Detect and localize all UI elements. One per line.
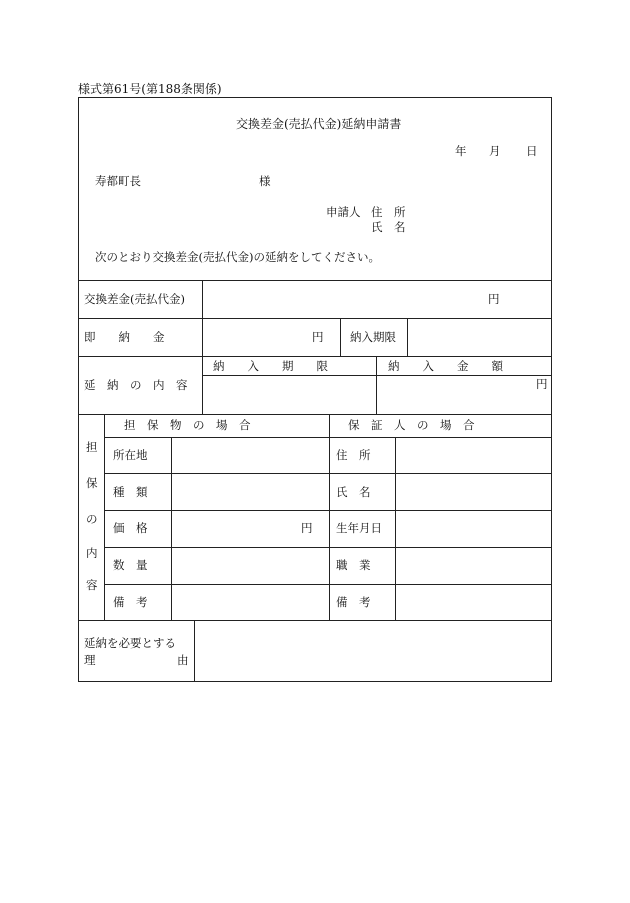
addressee-name: 寿都町長 bbox=[95, 174, 141, 188]
guarantor-address-label: 住 所 bbox=[336, 448, 371, 462]
collateral-side-char: 容 bbox=[86, 578, 98, 592]
divider-line bbox=[194, 620, 195, 682]
amount-label: 交換差金(売払代金) bbox=[84, 292, 185, 306]
deferred-contents-label: 延 納 の 内 容 bbox=[84, 378, 188, 392]
date-month-label: 月 bbox=[489, 144, 501, 158]
guarantor-occupation-label: 職 業 bbox=[336, 558, 371, 572]
applicant-name-label: 氏 名 bbox=[371, 220, 406, 234]
security-quantity-label: 数 量 bbox=[113, 558, 148, 572]
deferred-yen-unit: 円 bbox=[536, 377, 548, 391]
security-price-yen-unit: 円 bbox=[301, 521, 313, 535]
collateral-side-char: の bbox=[86, 512, 98, 526]
reason-label-line1: 延納を必要とする bbox=[84, 636, 176, 650]
security-header: 担 保 物 の 場 合 bbox=[124, 418, 251, 432]
divider-line bbox=[376, 356, 377, 414]
intro-text: 次のとおり交換差金(売払代金)の延納をしてください。 bbox=[95, 250, 380, 264]
addressee-honorific: 様 bbox=[259, 174, 271, 188]
divider-line bbox=[340, 318, 341, 356]
divider-line bbox=[78, 620, 552, 621]
security-price-label: 価 格 bbox=[113, 521, 148, 535]
collateral-side-char: 保 bbox=[86, 476, 98, 490]
payment-amount-header: 納 入 金 額 bbox=[388, 359, 503, 373]
divider-line bbox=[171, 437, 172, 620]
form-number: 様式第61号(第188条関係) bbox=[78, 82, 222, 96]
collateral-side-char: 内 bbox=[86, 546, 98, 560]
guarantor-header: 保 証 人 の 場 合 bbox=[348, 418, 475, 432]
divider-line bbox=[395, 437, 396, 620]
security-type-label: 種 類 bbox=[113, 485, 148, 499]
reason-label-right: 由 bbox=[177, 653, 189, 667]
divider-line bbox=[202, 375, 552, 376]
divider-line bbox=[78, 280, 552, 281]
divider-line bbox=[78, 356, 552, 357]
immediate-yen-unit: 円 bbox=[312, 330, 324, 344]
payment-deadline-label: 納入期限 bbox=[350, 330, 396, 344]
reason-label-left: 理 bbox=[84, 653, 96, 667]
date-day-label: 日 bbox=[526, 144, 538, 158]
divider-line bbox=[202, 280, 203, 414]
divider-line bbox=[407, 318, 408, 356]
collateral-side-char: 担 bbox=[86, 440, 98, 454]
guarantor-remarks-label: 備 考 bbox=[336, 595, 371, 609]
divider-line bbox=[329, 414, 330, 620]
divider-line bbox=[104, 414, 105, 620]
security-location-label: 所在地 bbox=[113, 448, 148, 462]
payment-period-header: 納 入 期 限 bbox=[213, 359, 328, 373]
date-year-label: 年 bbox=[455, 144, 467, 158]
guarantor-name-label: 氏 名 bbox=[336, 485, 371, 499]
security-remarks-label: 備 考 bbox=[113, 595, 148, 609]
divider-line bbox=[78, 414, 552, 415]
document-title: 交換差金(売払代金)延納申請書 bbox=[236, 117, 402, 131]
applicant-label: 申請人 bbox=[326, 205, 361, 219]
amount-yen-unit: 円 bbox=[488, 292, 500, 306]
divider-line bbox=[78, 318, 552, 319]
immediate-payment-label: 即 納 金 bbox=[84, 330, 165, 344]
guarantor-birthdate-label: 生年月日 bbox=[336, 521, 382, 535]
applicant-address-label: 住 所 bbox=[371, 205, 406, 219]
